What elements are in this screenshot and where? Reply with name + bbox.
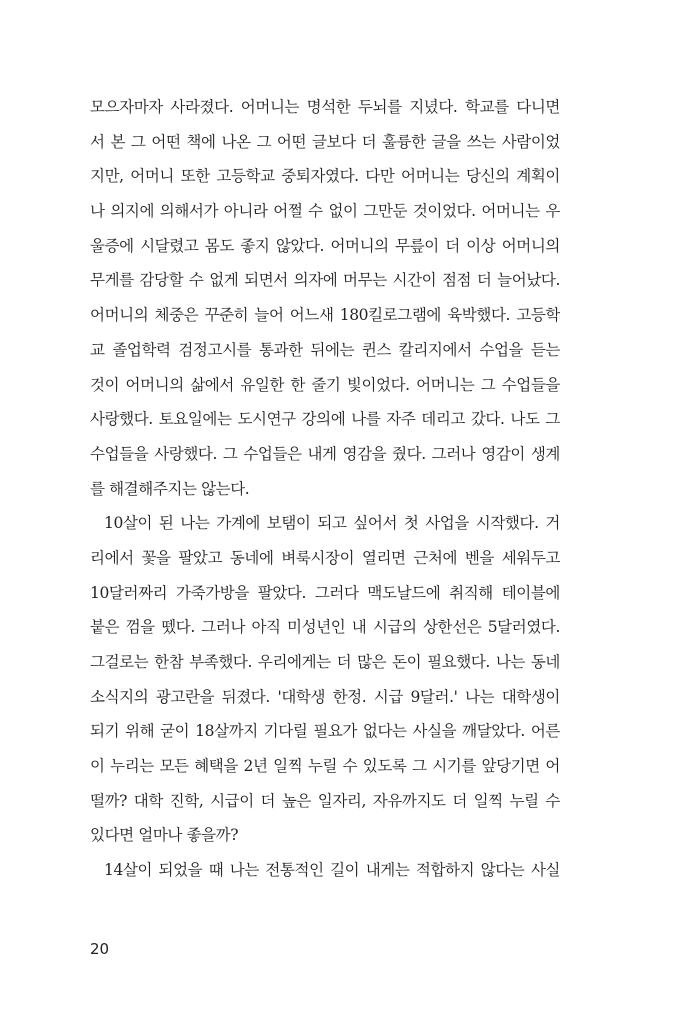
text-line: 소식지의 광고란을 뒤졌다. '대학생 한정. 시급 9달러.' 나는 대학생이	[90, 687, 560, 706]
text-line: 무게를 감당할 수 없게 되면서 의자에 머무는 시간이 점점 더 늘어났다.	[90, 271, 560, 290]
text-line: 사랑했다. 토요일에는 도시연구 강의에 나를 자주 데리고 갔다. 나도 그	[90, 410, 560, 429]
page-number: 20	[90, 940, 110, 958]
text-line: 붙은 껌을 뗐다. 그러나 아직 미성년인 내 시급의 상한선은 5달러였다.	[90, 618, 560, 637]
text-line: 울증에 시달렸고 몸도 좋지 않았다. 어머니의 무릎이 더 이상 어머니의	[90, 236, 560, 255]
body-text	[90, 90, 560, 888]
paragraph-start-line: 10살이 된 나는 가계에 보탬이 되고 싶어서 첫 사업을 시작했다. 거	[104, 514, 560, 533]
text-line: 모으자마자 사라졌다. 어머니는 명석한 두뇌를 지녔다. 학교를 다니면	[90, 98, 560, 116]
text-line: 떨까? 대학 진학, 시급이 더 높은 일자리, 자유까지도 더 일찍 누릴 수	[90, 791, 560, 810]
text-line: 10달러짜리 가죽가방을 팔았다. 그러다 맥도날드에 취직해 테이블에	[90, 583, 560, 602]
text-line: 지만, 어머니 또한 고등학교 중퇴자였다. 다만 어머니는 당신의 계획이	[90, 167, 560, 186]
text-line: 교 졸업학력 검정고시를 통과한 뒤에는 퀸스 칼리지에서 수업을 듣는	[90, 340, 560, 359]
text-line: 그걸로는 한참 부족했다. 우리에게는 더 많은 돈이 필요했다. 나는 동네	[90, 653, 560, 671]
paragraph-start-line: 14살이 되었을 때 나는 전통적인 길이 내게는 적합하지 않다는 사실	[104, 861, 560, 880]
text-line: 이 누리는 모든 혜택을 2년 일찍 누릴 수 있도록 그 시기를 앞당기면 어	[90, 757, 560, 776]
text-line: 되기 위해 굳이 18살까지 기다릴 필요가 없다는 사실을 깨달았다. 어른	[90, 722, 560, 741]
text-line: 리에서 꽃을 팔았고 동네에 벼룩시장이 열리면 근처에 벤을 세워두고	[90, 548, 560, 567]
text-line: 나 의지에 의해서가 아니라 어쩔 수 없이 그만둔 것이었다. 어머니는 우	[90, 202, 560, 221]
text-line: 수업들을 사랑했다. 그 수업들은 내게 영감을 줬다. 그러나 영감이 생계	[90, 444, 560, 463]
text-line: 서 본 그 어떤 책에 나온 그 어떤 글보다 더 훌륭한 글을 쓰는 사람이었	[90, 132, 560, 151]
text-line: 어머니의 체중은 꾸준히 늘어 어느새 180킬로그램에 육박했다. 고등학	[90, 306, 560, 325]
text-line: 있다면 얼마나 좋을까?	[90, 826, 239, 845]
text-line: 를 해결해주지는 않는다.	[90, 479, 250, 498]
text-line: 것이 어머니의 삶에서 유일한 한 줄기 빛이었다. 어머니는 그 수업들을	[90, 375, 560, 394]
